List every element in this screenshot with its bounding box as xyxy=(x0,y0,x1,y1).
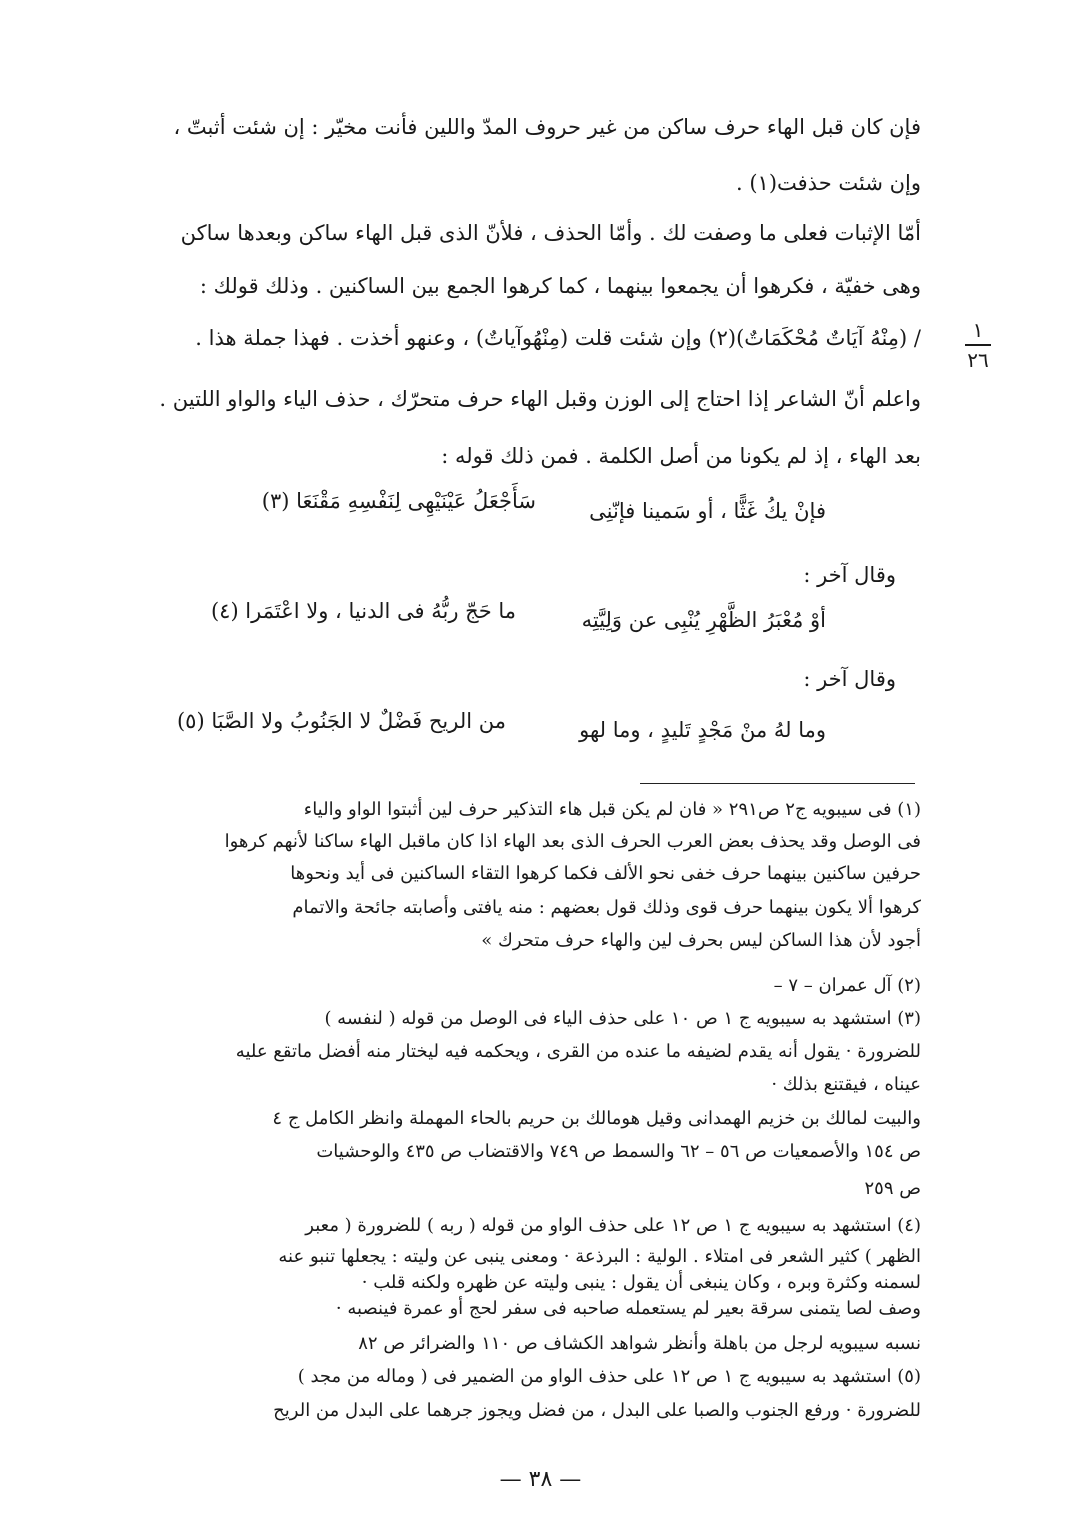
footnote-line: للضرورة · يقول أنه يقدم لضيفه ما عنده من القرى ، ويحكمه فيه ليختار منه أفضل ماتقع عليه xyxy=(235,1041,921,1062)
footnote-line: ص ١٥٤ والأصمعيات ص ٥٦ – ٦٢ والسمط ص ٧٤٩ والاقتضاب ص ٤٣٥ والوحشيات xyxy=(316,1141,921,1162)
footnote-line: (١) فى سيبويه ج٢ ص٢٩١ « فان لم يكن قبل هاء التذكير حرف لين أثبتوا الواو والياء xyxy=(303,799,921,820)
margin-ref-top: ١ xyxy=(972,318,984,342)
footnote-line: (٤) استشهد به سيبويه ج ١ ص ١٢ على حذف الواو من قوله ( ربه ) للضرورة ( معبر xyxy=(305,1215,921,1236)
footnote-line: (٢) آل عمران – ٧ – xyxy=(773,975,921,996)
footnote-line: أجود لأن هذا الساكن ليس بحرف لين والهاء حرف متحرك » xyxy=(481,930,921,951)
footnote-line: عيناه ، فيقتنع بذلك · xyxy=(771,1074,921,1095)
main-text-line: وهى خفيّة ، فكرهوا أن يجمعوا بينهما ، كما كرهوا الجمع بين الساكنين . وذلك قولك : xyxy=(199,274,921,298)
footnote-line: (٥) استشهد به سيبويه ج ١ ص ١٢ على حذف الواو من الضمير فى ( وماله من مجد ) xyxy=(297,1366,921,1387)
footnote-line: والبيت لمالك بن خزيم الهمدانى وقيل هومالك بن حريم بالحاء المهملة وانظر الكامل ج ٤ xyxy=(272,1108,921,1129)
footnote-separator xyxy=(640,783,915,784)
main-text-line: بعد الهاء ، إذ لم يكونا من أصل الكلمة . فمن ذلك قوله : xyxy=(441,444,921,468)
main-text-line: / (مِنْهُ آيَاتٌ مُحْكَمَاتٌ)(٢) وإن شئت قلت (مِنْهُوآياتٌ) ، وعنهو أخذت . فهذا جملة هذا . xyxy=(195,326,921,350)
page-number: — ٣٨ — xyxy=(499,1467,582,1492)
main-text-line: أمّا الإثبات فعلى ما وصفت لك . وأمّا الحذف ، فلأنّ الذى قبل الهاء ساكن وبعدها ساكن xyxy=(180,221,921,245)
footnote-line: الظهر ) كثير الشعر فى امتلاء . الولية : البرذعة · ومعنى ينبى عن وليته : يجعلها تنبو عنه xyxy=(278,1246,921,1267)
footnote-line: نسبه سيبويه لرجل من باهلة وأنظر شواهد الكشاف ص ١١٠ والضرائر ص ٨٢ xyxy=(358,1333,921,1354)
footnote-line: حرفين ساكنين بينهما حرف خفى نحو الألف فكما كرهوا التقاء الساكنين فى أيد ونحوها xyxy=(290,863,921,884)
verse-hemistich-second: من الريح فَضْلٌ لا الجَنُوبُ ولا الصَّبَا (٥) xyxy=(176,709,506,733)
footnote-line: وصف لصا يتمنى سرقة بعير لم يستعمله صاحبه فى سفر لحج أو عمرة فينصبه · xyxy=(335,1298,921,1319)
verse-hemistich-first: أوْ مُعْبَرُ الظَّهْرِ يُنْبِى عن وَلِيَّتِه xyxy=(581,608,826,632)
footnote-line: ص ٢٥٩ xyxy=(864,1178,921,1199)
verse-hemistich-first: فإنْ يكُ غَثًّا ، أو سَمينا فإنّنِى xyxy=(589,499,826,523)
verse-intro: وقال آخر : xyxy=(803,563,896,587)
margin-ref-divider xyxy=(965,344,991,346)
verse-intro: وقال آخر : xyxy=(803,667,896,691)
footnote-line: للضرورة · ورفع الجنوب والصبا على البدل ، من فضل ويجوز جرهما على البدل من الريح xyxy=(273,1400,921,1421)
main-text-line: واعلم أنّ الشاعر إذا احتاج إلى الوزن وقبل الهاء حرف متحرّك ، حذف الياء والواو اللتين . xyxy=(159,387,921,411)
verse-hemistich-second: ما حَجّ ربُّهُ فى الدنيا ، ولا اعْتَمَرا (٤) xyxy=(210,599,516,623)
margin-ref-bottom: ٢٦ xyxy=(967,348,989,372)
verse-hemistich-first: وما لهُ منْ مَجْدٍ تَليدٍ ، وما لهو xyxy=(579,718,826,742)
verse-hemistich-second: سَأَجْعَلُ عَيْنَيْهِى لِنَفْسِهِ مَقْنَعَا (٣) xyxy=(261,489,536,513)
margin-reference xyxy=(958,318,998,372)
footnote-line: كرهوا ألا يكون بينهما حرف قوى وذلك قول بعضهم : منه يافتى وأصابته جائحة والاتمام xyxy=(292,897,921,918)
main-text-line: فإن كان قبل الهاء حرف ساكن من غير حروف المدّ واللين فأنت مخيّر : إن شئت أثبتّ ، xyxy=(173,115,921,139)
footnote-line: (٣) استشهد به سيبويه ج ١ ص ١٠ على حذف الياء فى الوصل من قوله ( لنفسه ) xyxy=(324,1008,921,1029)
footnote-line: لسمنه وكثرة وبره ، وكان ينبغى أن يقول : ينبى وليته عن ظهره ولكنه قلب · xyxy=(361,1272,921,1293)
main-text-line: وإن شئت حذفت(١) . xyxy=(736,171,921,195)
footnote-line: فى الوصل وقد يحذف بعض العرب الحرف الذى بعد الهاء اذا كان ماقبل الهاء ساكنا لأنهم كرهوا xyxy=(224,831,921,852)
